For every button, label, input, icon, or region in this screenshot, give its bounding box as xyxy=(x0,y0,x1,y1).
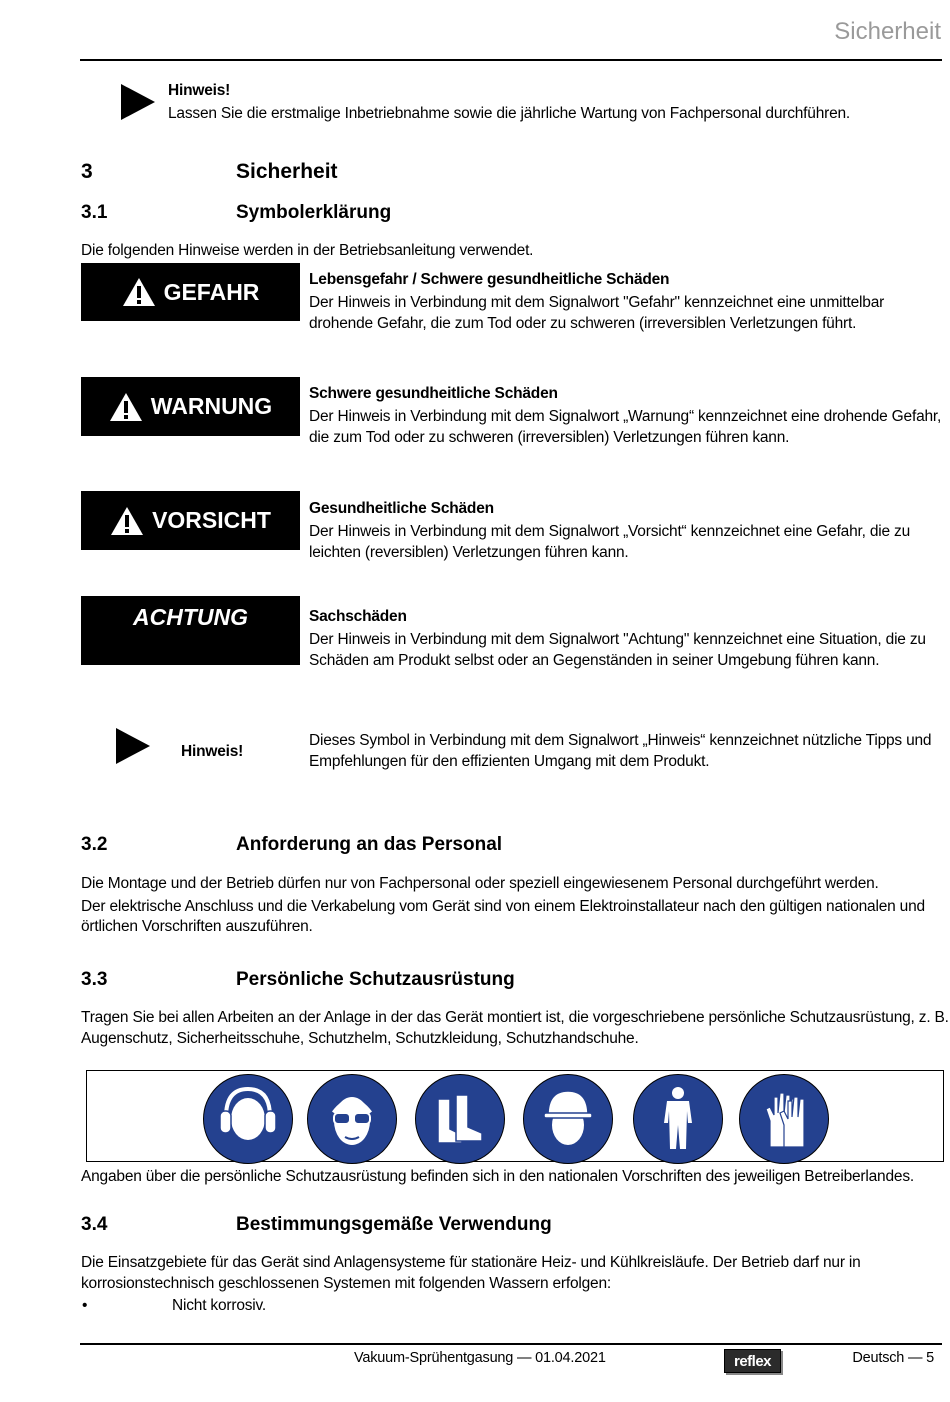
signal-heading: Lebensgefahr / Schwere gesundheitliche Schäden xyxy=(309,271,670,288)
section-3-number: 3 xyxy=(81,160,93,183)
gloves-icon xyxy=(739,1074,829,1164)
signal-box-gefahr xyxy=(81,263,300,321)
signal-text: leichten (reversiblen) Verletzungen führen kann. xyxy=(309,544,629,561)
signal-text: drohende Gefahr, die zum Tod oder zu schweren (irreversiblen Verletzungen führt. xyxy=(309,315,857,332)
helmet-icon xyxy=(523,1074,613,1164)
signal-label: WARNUNG xyxy=(150,393,273,419)
note-text: Lassen Sie die erstmalige Inbetriebnahme sowie die jährliche Wartung von Fachpersonal durchführen. xyxy=(168,105,851,122)
note-title: Hinweis! xyxy=(168,82,231,99)
hint-arrow-icon xyxy=(116,728,150,764)
signal-text: Der Hinweis in Verbindung mit dem Signalwort "Achtung" kennzeichnet eine Situation, die zu xyxy=(309,631,926,648)
eye-protection-icon xyxy=(307,1074,397,1164)
reflex-logo xyxy=(724,1349,781,1373)
safety-boots-icon xyxy=(415,1074,505,1164)
section-3-2-title: Anforderung an das Personal xyxy=(236,834,503,855)
paragraph: Augenschutz, Sicherheitsschuhe, Schutzhelm, Schutzkleidung, Schutzhandschuhe. xyxy=(81,1030,639,1047)
header-rule xyxy=(80,59,942,61)
protective-clothing-icon xyxy=(633,1074,723,1164)
signal-label: GEFAHR xyxy=(163,278,260,305)
signal-text: Schäden am Produkt selbst oder an Gegenständen in seiner Umgebung führen kann. xyxy=(309,652,880,669)
signal-text: Der Hinweis in Verbindung mit dem Signalwort „Vorsicht“ kennzeichnet eine Gefahr, die zu xyxy=(309,523,910,540)
signal-label: ACHTUNG xyxy=(133,604,248,630)
hint-label: Hinweis! xyxy=(181,743,244,760)
footer-doc-title: Vakuum-Sprühentgasung — 01.04.2021 xyxy=(354,1350,606,1366)
signal-text: Der Hinweis in Verbindung mit dem Signalwort „Warnung“ kennzeichnet eine drohende Gefahr, xyxy=(309,408,942,425)
section-3-3-number: 3.3 xyxy=(81,969,108,990)
signal-heading: Gesundheitliche Schäden xyxy=(309,500,494,517)
hint-text: Dieses Symbol in Verbindung mit dem Signalwort „Hinweis“ kennzeichnet nützliche Tipps und xyxy=(309,732,932,749)
section-3-1-number: 3.1 xyxy=(81,202,108,223)
signal-label: VORSICHT xyxy=(152,507,271,533)
section-3-1-intro: Die folgenden Hinweise werden in der Betriebsanleitung verwendet. xyxy=(81,242,534,259)
note-arrow-icon xyxy=(121,84,155,120)
hint-text: Empfehlungen für den effizienten Umgang mit dem Produkt. xyxy=(309,753,710,770)
ear-protection-icon xyxy=(203,1074,293,1164)
signal-text: die zum Tod oder zu schweren (irreversiblen) Verletzungen führen kann. xyxy=(309,429,790,446)
section-3-4-title: Bestimmungsgemäße Verwendung xyxy=(236,1214,552,1235)
bullet-symbol: • xyxy=(82,1297,88,1314)
signal-box-vorsicht xyxy=(81,491,300,550)
signal-text: Der Hinweis in Verbindung mit dem Signalwort "Gefahr" kennzeichnet eine unmittelbar xyxy=(309,294,885,311)
paragraph: Angaben über die persönliche Schutzausrüstung befinden sich in den nationalen Vorschriften des jeweiligen Betreiberlandes. xyxy=(81,1168,914,1185)
bullet-item: Nicht korrosiv. xyxy=(172,1297,267,1314)
header-section-title: Sicherheit xyxy=(834,18,941,45)
warning-triangle-icon xyxy=(110,506,144,536)
reflex-logo-text: reflex xyxy=(733,1352,772,1370)
section-3-4-number: 3.4 xyxy=(81,1214,108,1235)
section-3-1-title: Symbolerklärung xyxy=(236,202,392,223)
paragraph: Die Montage und der Betrieb dürfen nur von Fachpersonal oder speziell eingewiesenem Personal durchgeführt werden. xyxy=(81,875,879,892)
paragraph: korrosionstechnisch geschlossenen Systemen mit folgenden Wassern erfolgen: xyxy=(81,1275,611,1292)
warning-triangle-icon xyxy=(109,392,143,422)
paragraph: Tragen Sie bei allen Arbeiten an der Anlage in der das Gerät montiert ist, die vorgeschriebene persönliche Schutzausrüstung, z. B. xyxy=(81,1009,949,1026)
section-3-2-number: 3.2 xyxy=(81,834,108,855)
paragraph: Die Einsatzgebiete für das Gerät sind Anlagensysteme für stationäre Heiz- und Kühlkreisläufe. Der Betrieb darf nur in xyxy=(81,1254,861,1271)
section-3-title: Sicherheit xyxy=(236,160,338,183)
paragraph: örtlichen Vorschriften auszuführen. xyxy=(81,918,313,935)
warning-triangle-icon xyxy=(122,277,156,307)
section-3-3-title: Persönliche Schutzausrüstung xyxy=(236,969,515,990)
signal-box-warnung xyxy=(81,377,300,436)
paragraph: Der elektrische Anschluss und die Verkabelung vom Gerät sind von einem Elektroinstallateur nach den gültigen nationalen und xyxy=(81,898,925,915)
signal-box-achtung xyxy=(81,596,300,665)
footer-language-page: Deutsch — 5 xyxy=(852,1350,934,1366)
signal-heading: Sachschäden xyxy=(309,608,407,625)
signal-heading: Schwere gesundheitliche Schäden xyxy=(309,385,558,402)
footer-rule xyxy=(80,1343,942,1345)
